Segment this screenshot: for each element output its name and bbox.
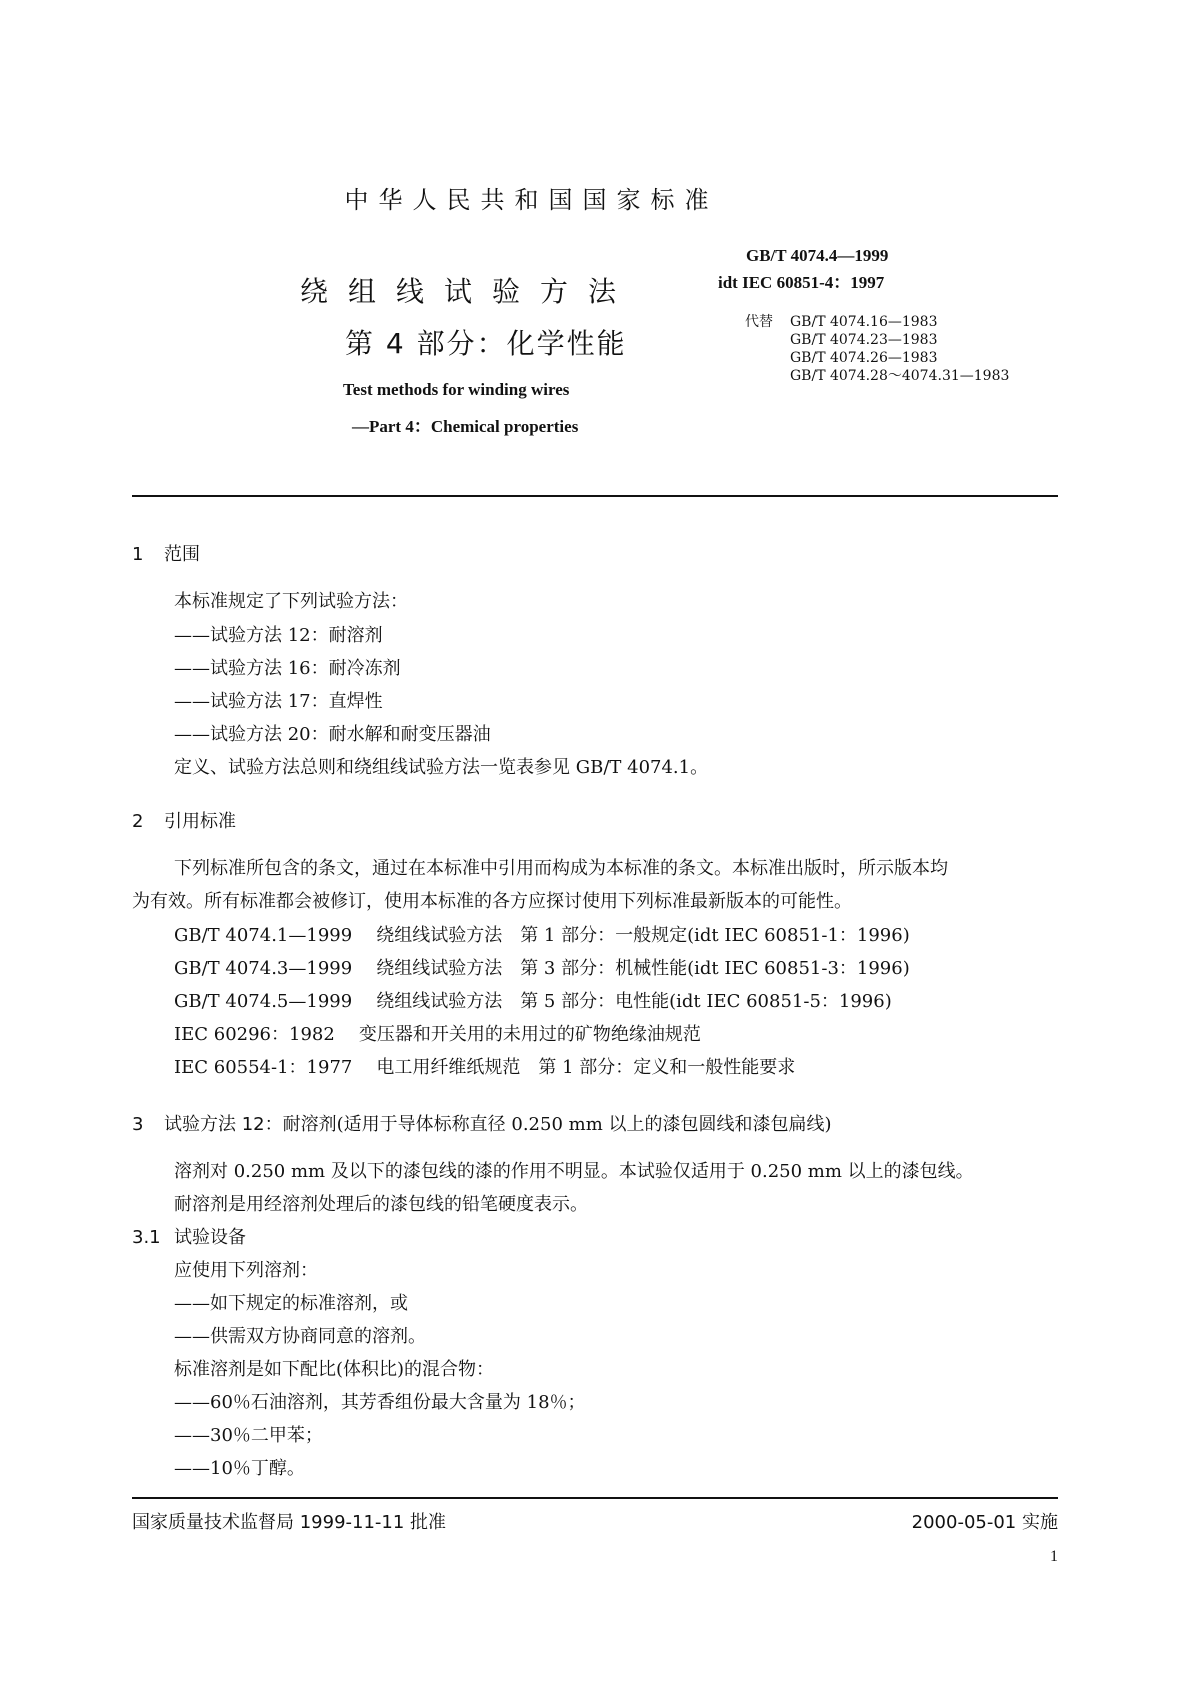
reference-title: 绕组线试验方法 第 3 部分：机械性能(idt IEC 60851-3：1996): [376, 958, 910, 979]
reference-entry: [174, 1020, 701, 1046]
replaced-standard: GB/T 4074.16—1983: [790, 314, 938, 330]
title-english-line1: Test methods for winding wires: [343, 380, 570, 399]
section-3-paragraph-2: 耐溶剂是用经溶剂处理后的漆包线的铅笔硬度表示。: [174, 1194, 588, 1215]
reference-code: IEC 60296：1982: [174, 1024, 335, 1045]
subsection-line: ——10％丁醇。: [174, 1458, 305, 1479]
section-1-reference: 定义、试验方法总则和绕组线试验方法一览表参见 GB/T 4074.1。: [174, 757, 709, 778]
title-english-line2: —Part 4：Chemical properties: [352, 417, 579, 436]
reference-entry: [174, 954, 910, 980]
footer-divider: [132, 1497, 1058, 1499]
list-item: ——试验方法 12：耐溶剂: [174, 625, 383, 646]
section-2-paragraph-line2: 为有效。所有标准都会被修订，使用本标准的各方应探讨使用下列标准最新版本的可能性。: [132, 891, 852, 912]
reference-title: 变压器和开关用的未用过的矿物绝缘油规范: [358, 1024, 701, 1045]
list-item: ——试验方法 20：耐水解和耐变压器油: [174, 724, 491, 745]
section-2-heading: [132, 807, 236, 833]
reference-entry: [174, 987, 892, 1013]
subsection-line: ——60％石油溶剂，其芳香组份最大含量为 18％；: [174, 1392, 586, 1413]
subsection-title: 试验设备: [174, 1227, 246, 1248]
replaces-label: 代替: [745, 314, 773, 330]
reference-code: GB/T 4074.1—1999: [174, 925, 353, 946]
reference-code: GB/T 4074.3—1999: [174, 958, 353, 979]
replaced-standard: GB/T 4074.26—1983: [790, 350, 938, 366]
reference-entry: [174, 921, 910, 947]
implementation-date: 2000-05-01 实施: [911, 1512, 1058, 1533]
subsection-line: ——如下规定的标准溶剂，或: [174, 1293, 408, 1314]
national-standard-header: 中华人民共和国国家标准: [344, 186, 719, 214]
replaced-standard: GB/T 4074.28～4074.31—1983: [790, 368, 1010, 384]
reference-code: GB/T 4074.5—1999: [174, 991, 353, 1012]
section-2-paragraph-line1: 下列标准所包含的条文，通过在本标准中引用而构成为本标准的条文。本标准出版时，所示版本均: [174, 858, 948, 879]
reference-title: 绕组线试验方法 第 5 部分：电性能(idt IEC 60851-5：1996): [376, 991, 892, 1012]
section-title-note: (适用于导体标称直径 0.250 mm 以上的漆包圆线和漆包扁线): [336, 1114, 832, 1135]
standard-idt: idt IEC 60851-4：1997: [718, 273, 885, 292]
approval-statement: 国家质量技术监督局 1999-11-11 批准: [132, 1512, 447, 1533]
subsection-line: 标准溶剂是如下配比(体积比)的混合物：: [174, 1359, 495, 1380]
replaced-standard: GB/T 4074.23—1983: [790, 332, 938, 348]
list-item: ——试验方法 17：直焊性: [174, 691, 383, 712]
section-title: 试验方法 12：耐溶剂: [164, 1114, 337, 1135]
subsection-line: 应使用下列溶剂：: [174, 1260, 318, 1281]
section-3-paragraph-1: 溶剂对 0.250 mm 及以下的漆包线的漆的作用不明显。本试验仅适用于 0.250 mm 以上的漆包线。: [174, 1161, 974, 1182]
standard-code: GB/T 4074.4—1999: [746, 246, 889, 265]
section-1-intro: 本标准规定了下列试验方法：: [174, 591, 408, 612]
reference-code: IEC 60554-1：1977: [174, 1057, 353, 1078]
subsection-line: ——供需双方协商同意的溶剂。: [174, 1326, 426, 1347]
title-chinese-line1: 绕组线试验方法: [300, 275, 637, 308]
section-number: 1: [132, 544, 144, 565]
section-title: 引用标准: [164, 811, 236, 832]
title-chinese-line2: 第 4 部分：化学性能: [345, 327, 627, 360]
page-number: 1: [1050, 1548, 1058, 1565]
subsection-line: ——30％二甲苯；: [174, 1425, 323, 1446]
section-title: 范围: [164, 544, 200, 565]
reference-entry: [174, 1053, 795, 1079]
header-divider: [132, 495, 1058, 497]
section-number: 3: [132, 1114, 144, 1135]
list-item: ——试验方法 16：耐冷冻剂: [174, 658, 401, 679]
section-3-heading: [132, 1110, 832, 1136]
reference-title: 绕组线试验方法 第 1 部分：一般规定(idt IEC 60851-1：1996): [376, 925, 910, 946]
section-number: 2: [132, 811, 144, 832]
subsection-3-1-heading: [132, 1223, 246, 1249]
section-1-heading: [132, 540, 200, 566]
subsection-number: 3.1: [132, 1227, 161, 1248]
reference-title: 电工用纤维纸规范 第 1 部分：定义和一般性能要求: [376, 1057, 796, 1078]
